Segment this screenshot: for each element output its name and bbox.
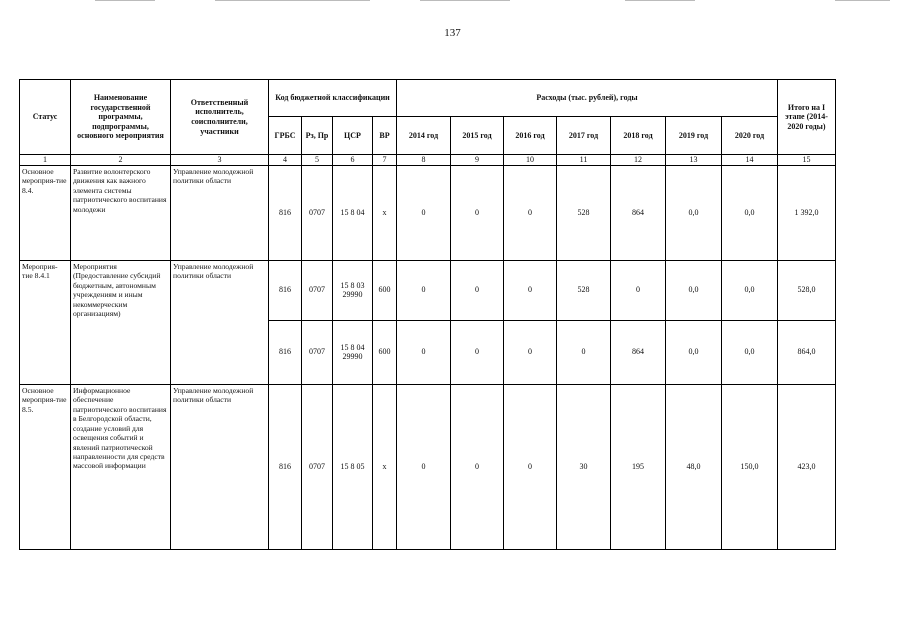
row-csr: 15 8 04 29990 — [333, 320, 373, 384]
table-row — [20, 260, 836, 320]
row-2017: 528 — [557, 260, 611, 320]
column-number: 2 — [71, 155, 171, 166]
row-status: Мероприя-тие 8.4.1 — [20, 260, 71, 384]
column-number: 5 — [302, 155, 333, 166]
scan-edge-line — [95, 0, 155, 1]
column-number: 1 — [20, 155, 71, 166]
column-number: 9 — [451, 155, 504, 166]
row-2014: 0 — [397, 165, 451, 260]
row-2015: 0 — [451, 260, 504, 320]
scan-edge-line — [215, 0, 370, 1]
year-2016-header: 2016 год — [504, 117, 557, 155]
year-2015-header: 2015 год — [451, 117, 504, 155]
row-status: Основное мероприя-тие 8.4. — [20, 165, 71, 260]
row-2019: 48,0 — [666, 384, 722, 549]
row-2014: 0 — [397, 320, 451, 384]
row-2015: 0 — [451, 165, 504, 260]
column-number: 15 — [778, 155, 836, 166]
row-name: Информационное обеспечение патриотического воспитания в Белгородской области, создание условий для освещения событий и явлений патриотической направленности для средств массовой информации — [71, 384, 171, 549]
row-2014: 0 — [397, 260, 451, 320]
row-vr: 600 — [373, 260, 397, 320]
column-number: 12 — [611, 155, 666, 166]
column-number: 6 — [333, 155, 373, 166]
column-number: 13 — [666, 155, 722, 166]
column-number-row — [20, 155, 836, 166]
scan-edge-line — [835, 0, 890, 1]
row-2014: 0 — [397, 384, 451, 549]
row-2017: 0 — [557, 320, 611, 384]
row-2019: 0,0 — [666, 320, 722, 384]
scan-edge-line — [420, 0, 510, 1]
grbs-header: ГРБС — [269, 117, 302, 155]
row-grbs: 816 — [269, 260, 302, 320]
row-2017: 30 — [557, 384, 611, 549]
row-grbs: 816 — [269, 165, 302, 260]
row-rzpr: 0707 — [302, 320, 333, 384]
row-2018: 0 — [611, 260, 666, 320]
year-2019-header: 2019 год — [666, 117, 722, 155]
row-2015: 0 — [451, 384, 504, 549]
row-csr: 15 8 05 — [333, 384, 373, 549]
column-number: 4 — [269, 155, 302, 166]
row-responsible: Управление молодежной политики области — [171, 260, 269, 384]
row-2016: 0 — [504, 260, 557, 320]
row-total: 864,0 — [778, 320, 836, 384]
expenses-header: Расходы (тыс. рублей), годы — [397, 80, 778, 117]
row-rzpr: 0707 — [302, 260, 333, 320]
row-rzpr: 0707 — [302, 165, 333, 260]
row-2020: 0,0 — [722, 320, 778, 384]
row-2018: 864 — [611, 165, 666, 260]
row-2016: 0 — [504, 165, 557, 260]
header-row-1 — [20, 80, 836, 117]
row-2020: 0,0 — [722, 260, 778, 320]
col-status-header: Статус — [20, 80, 71, 155]
row-2020: 0,0 — [722, 165, 778, 260]
row-2018: 864 — [611, 320, 666, 384]
column-number: 8 — [397, 155, 451, 166]
page-number: 137 — [444, 27, 461, 39]
row-name: Мероприятия (Предоставление субсидий бюджетным, автономным учреждениям и иным некоммерческим организациям) — [71, 260, 171, 384]
row-2016: 0 — [504, 320, 557, 384]
row-total: 423,0 — [778, 384, 836, 549]
row-grbs: 816 — [269, 384, 302, 549]
csr-header: ЦСР — [333, 117, 373, 155]
row-total: 1 392,0 — [778, 165, 836, 260]
row-rzpr: 0707 — [302, 384, 333, 549]
column-number: 3 — [171, 155, 269, 166]
column-number: 14 — [722, 155, 778, 166]
row-2019: 0,0 — [666, 260, 722, 320]
row-2017: 528 — [557, 165, 611, 260]
column-number: 11 — [557, 155, 611, 166]
row-csr: 15 8 03 29990 — [333, 260, 373, 320]
budget-code-header: Код бюджетной классификации — [269, 80, 397, 117]
year-2017-header: 2017 год — [557, 117, 611, 155]
total-header: Итого на I этапе (2014-2020 годы) — [778, 80, 836, 155]
column-number: 10 — [504, 155, 557, 166]
row-2016: 0 — [504, 384, 557, 549]
vr-header: ВР — [373, 117, 397, 155]
year-2014-header: 2014 год — [397, 117, 451, 155]
row-responsible: Управление молодежной политики области — [171, 384, 269, 549]
row-vr: х — [373, 384, 397, 549]
col-name-header: Наименование государственной программы, подпрограммы, основного мероприятия — [71, 80, 171, 155]
row-vr: 600 — [373, 320, 397, 384]
year-2018-header: 2018 год — [611, 117, 666, 155]
year-2020-header: 2020 год — [722, 117, 778, 155]
row-grbs: 816 — [269, 320, 302, 384]
col-responsible-header: Ответственный исполнитель, соисполнители, участники — [171, 80, 269, 155]
row-2015: 0 — [451, 320, 504, 384]
row-2019: 0,0 — [666, 165, 722, 260]
table-row — [20, 384, 836, 549]
table-row — [20, 165, 836, 260]
row-2020: 150,0 — [722, 384, 778, 549]
row-status: Основное мероприя-тие 8.5. — [20, 384, 71, 549]
column-number: 7 — [373, 155, 397, 166]
row-name: Развитие волонтерского движения как важного элемента системы патриотического воспитания молодежи — [71, 165, 171, 260]
scan-edge-line — [625, 0, 695, 1]
row-vr: х — [373, 165, 397, 260]
row-csr: 15 8 04 — [333, 165, 373, 260]
row-2018: 195 — [611, 384, 666, 549]
rzpr-header: Рз, Пр — [302, 117, 333, 155]
budget-table — [19, 79, 836, 550]
row-responsible: Управление молодежной политики области — [171, 165, 269, 260]
row-total: 528,0 — [778, 260, 836, 320]
